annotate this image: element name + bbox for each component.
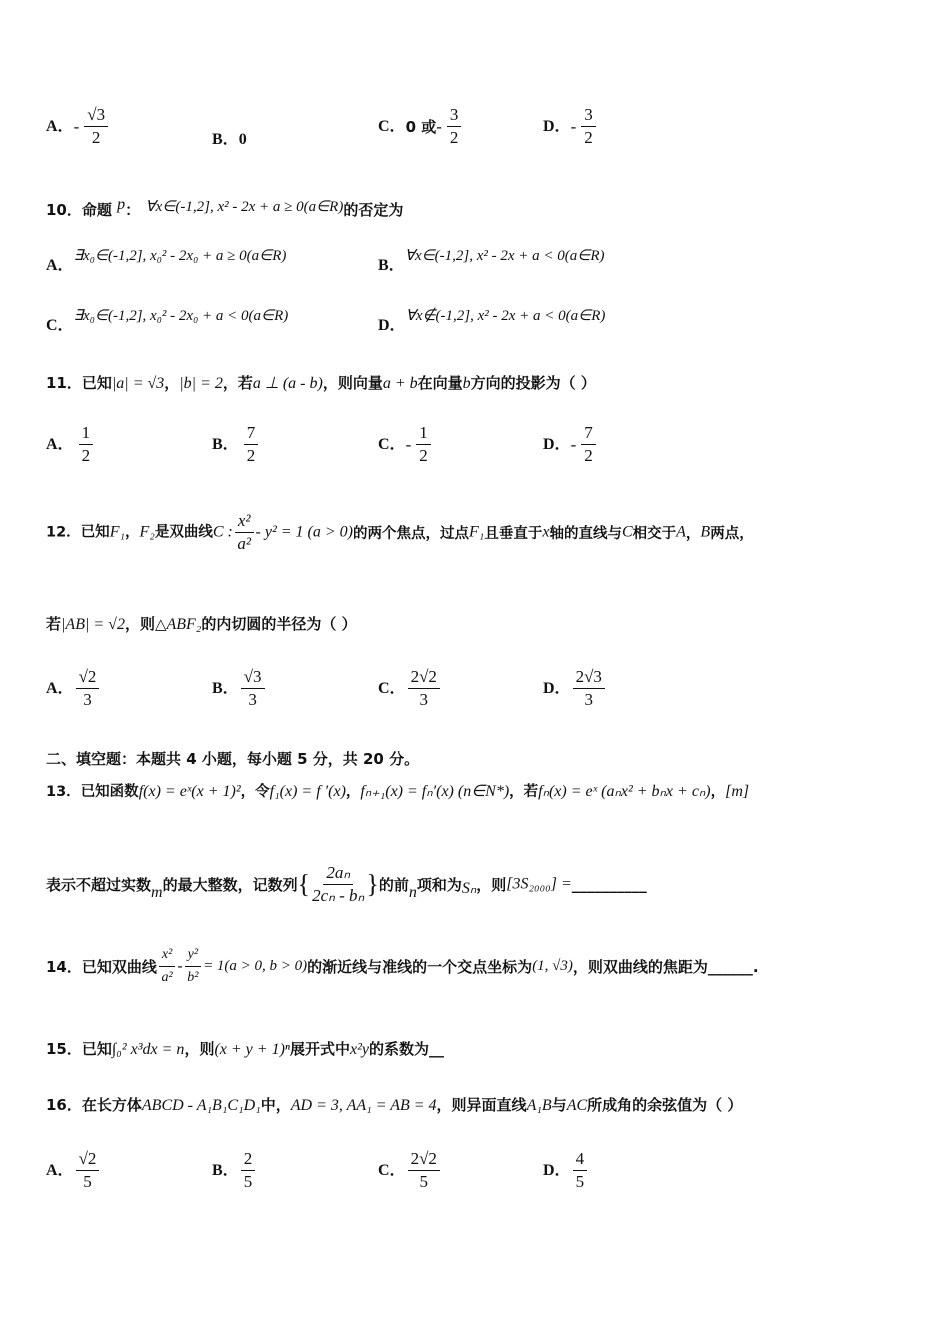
- q12-option-a: A． $\frac{√2}{3}$: [46, 666, 101, 711]
- q14-stem: 14．已知双曲线 $\frac{\text{x²}}{\text{a²}}$ - $\frac{\text{y²}}{\text{b²}}$ = 1(a > 0, b > 0)的渐近线与准线的一个交点坐标为(1, √3)，则双曲线的焦距为______.: [46, 944, 759, 989]
- q12-option-b: B． $\frac{√3}{3}$: [212, 666, 267, 711]
- q16-stem: 16．在长方体ABCD - A₁B₁C₁D₁中，AD = 3, AA₁ = AB = 4，则异面直线A₁B与AC所成角的余弦值为（ ）: [46, 1096, 743, 1114]
- q12-option-d: D． $\frac{2√3}{3}$: [543, 666, 607, 711]
- q11-option-c: C．- $\frac{1}{2}$: [378, 422, 433, 467]
- q16-option-b: B． $\frac{2}{5}$: [212, 1148, 257, 1193]
- q15-stem: 15．已知∫₀² x³dx = n，则(x + y + 1)ⁿ展开式中x²y的系数为__: [46, 1040, 444, 1058]
- denominator: 2: [91, 128, 101, 147]
- q11-option-b: B． $\frac{7}{2}$: [212, 422, 260, 467]
- q16-option-c: C． $\frac{2√2}{5}$: [378, 1148, 442, 1193]
- q12-stem-line2: 若|AB| = √2，则△ABF₂的内切圆的半径为（ ）: [46, 615, 357, 633]
- q10-option-d: D．∀x∉(-1,2], x² - 2x + a < 0(a∈R): [378, 308, 606, 334]
- q13-stem-line1: 13．已知函数f(x) = eˣ(x + 1)²，令f₁(x) = f ′(x)，fₙ₊₁(x) = fₙ′(x) (n∈N*)，若fₙ(x) = eˣ (aₙx² + bₙx + cₙ)，[m]: [46, 783, 750, 800]
- q9-option-a: A．- $\frac{√3}{2}$: [46, 104, 110, 149]
- q11-option-d: D．- $\frac{7}{2}$: [543, 422, 598, 467]
- q16-option-d: D． $\frac{4}{5}$: [543, 1148, 589, 1193]
- q10-option-b: B．∀x∈(-1,2], x² - 2x + a < 0(a∈R): [378, 248, 605, 274]
- section-title: 二、填空题：本题共 4 小题，每小题 5 分，共 20 分。: [46, 750, 420, 768]
- q11-stem: 11．已知|a| = √3，|b| = 2，若a ⊥ (a - b)，则向量a + b在向量b方向的投影为（ ）: [46, 374, 596, 392]
- q16-option-a: A． $\frac{√2}{5}$: [46, 1148, 101, 1193]
- q10-option-c: C．∃x₀∈(-1,2], x₀² - 2x₀ + a < 0(a∈R): [46, 308, 289, 334]
- q13-stem-line2: 表示不超过实数m的最大整数，记数列{ $\frac{\text{2aₙ}}{\text{2cₙ - bₙ}}$ }的前n项和为Sₙ，则[3S₂₀₀₀] =__________: [46, 863, 647, 905]
- q10-stem: 10．命题 p： ∀x∈(-1,2], x² - 2x + a ≥ 0(a∈R)的否定为: [46, 196, 404, 219]
- q11-option-a: A． $\frac{1}{2}$: [46, 422, 95, 467]
- q9-option-d: D．- $\frac{3}{2}$: [543, 104, 598, 149]
- q9-option-b: B．0: [212, 131, 247, 148]
- answer-blank: __________: [571, 875, 647, 894]
- q12-option-c: C． $\frac{2√2}{3}$: [378, 666, 442, 711]
- numerator: √3: [84, 104, 108, 127]
- q12-stem-line1: 12．已知F₁，F₂是双曲线C : $\frac{\text{x²}}{\text{a²}}$ - y² = 1 (a > 0)的两个焦点，过点F₁且垂直于x轴的直线与C相交于A，B两点，: [46, 511, 754, 553]
- q10-option-a: A．∃x₀∈(-1,2], x₀² - 2x₀ + a ≥ 0(a∈R): [46, 248, 287, 274]
- q9-option-c: C．0 或- $\frac{3}{2}$: [378, 104, 463, 149]
